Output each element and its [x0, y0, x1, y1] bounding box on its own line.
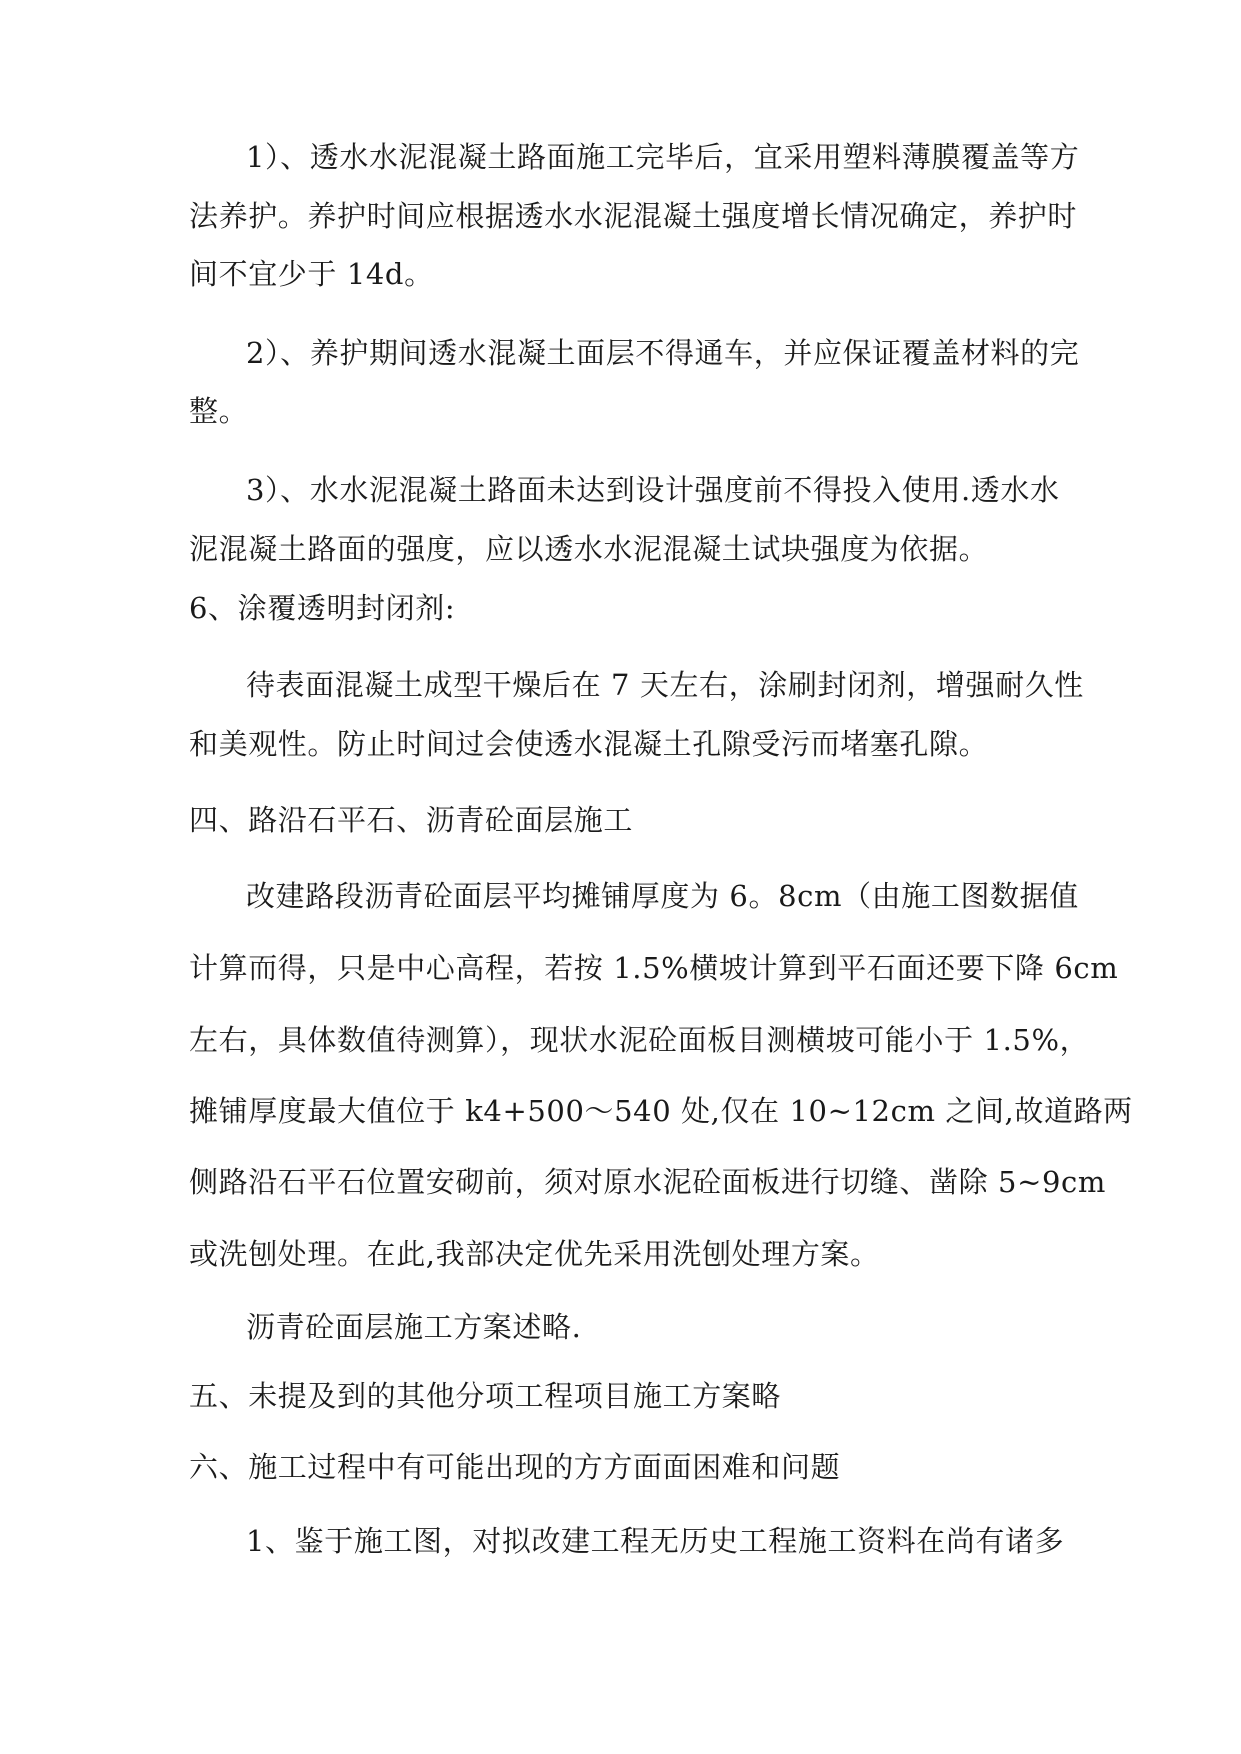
paragraph-line: 法养护。养护时间应根据透水水泥混凝土强度增长情况确定，养护时: [189, 199, 1078, 233]
paragraph-line: 3）、水水泥混凝土路面未达到设计强度前不得投入使用.透水水: [246, 473, 1060, 507]
paragraph-line: 1）、透水水泥混凝土路面施工完毕后，宜采用塑料薄膜覆盖等方: [246, 140, 1080, 174]
paragraph-line: 计算而得，只是中心高程，若按 1.5%横坡计算到平石面还要下降 6cm: [189, 951, 1119, 985]
paragraph-line: 或洗刨处理。在此,我部决定优先采用洗刨处理方案。: [189, 1237, 880, 1271]
section-heading: 六、施工过程中有可能出现的方方面面困难和问题: [189, 1450, 841, 1484]
paragraph-line: 和美观性。防止时间过会使透水混凝土孔隙受污而堵塞孔隙。: [189, 727, 989, 761]
paragraph-line: 摊铺厚度最大值位于 k4+500～540 处,仅在 10~12cm 之间,故道路两: [189, 1094, 1133, 1128]
paragraph-line: 左右，具体数值待测算），现状水泥砼面板目测横坡可能小于 1.5%，: [189, 1023, 1090, 1057]
paragraph-line: 1、鉴于施工图，对拟改建工程无历史工程施工资料在尚有诸多: [246, 1524, 1065, 1558]
section-heading: 五、未提及到的其他分项工程项目施工方案略: [189, 1379, 782, 1413]
paragraph-line: 侧路沿石平石位置安砌前，须对原水泥砼面板进行切缝、凿除 5~9cm: [189, 1165, 1106, 1199]
paragraph-line: 间不宜少于 14d。: [189, 257, 434, 291]
section-heading: 6、涂覆透明封闭剂:: [189, 591, 456, 625]
section-heading: 四、路沿石平石、沥青砼面层施工: [189, 803, 634, 837]
paragraph-line: 整。: [189, 394, 249, 428]
paragraph-line: 改建路段沥青砼面层平均摊铺厚度为 6。8cm（由施工图数据值: [246, 879, 1079, 913]
paragraph-line: 待表面混凝土成型干燥后在 7 天左右，涂刷封闭剂，增强耐久性: [246, 668, 1084, 702]
paragraph-line: 2）、养护期间透水混凝土面层不得通车，并应保证覆盖材料的完: [246, 336, 1080, 370]
paragraph-line: 沥青砼面层施工方案述略.: [246, 1310, 582, 1344]
paragraph-line: 泥混凝土路面的强度，应以透水水泥混凝土试块强度为依据。: [189, 532, 989, 566]
